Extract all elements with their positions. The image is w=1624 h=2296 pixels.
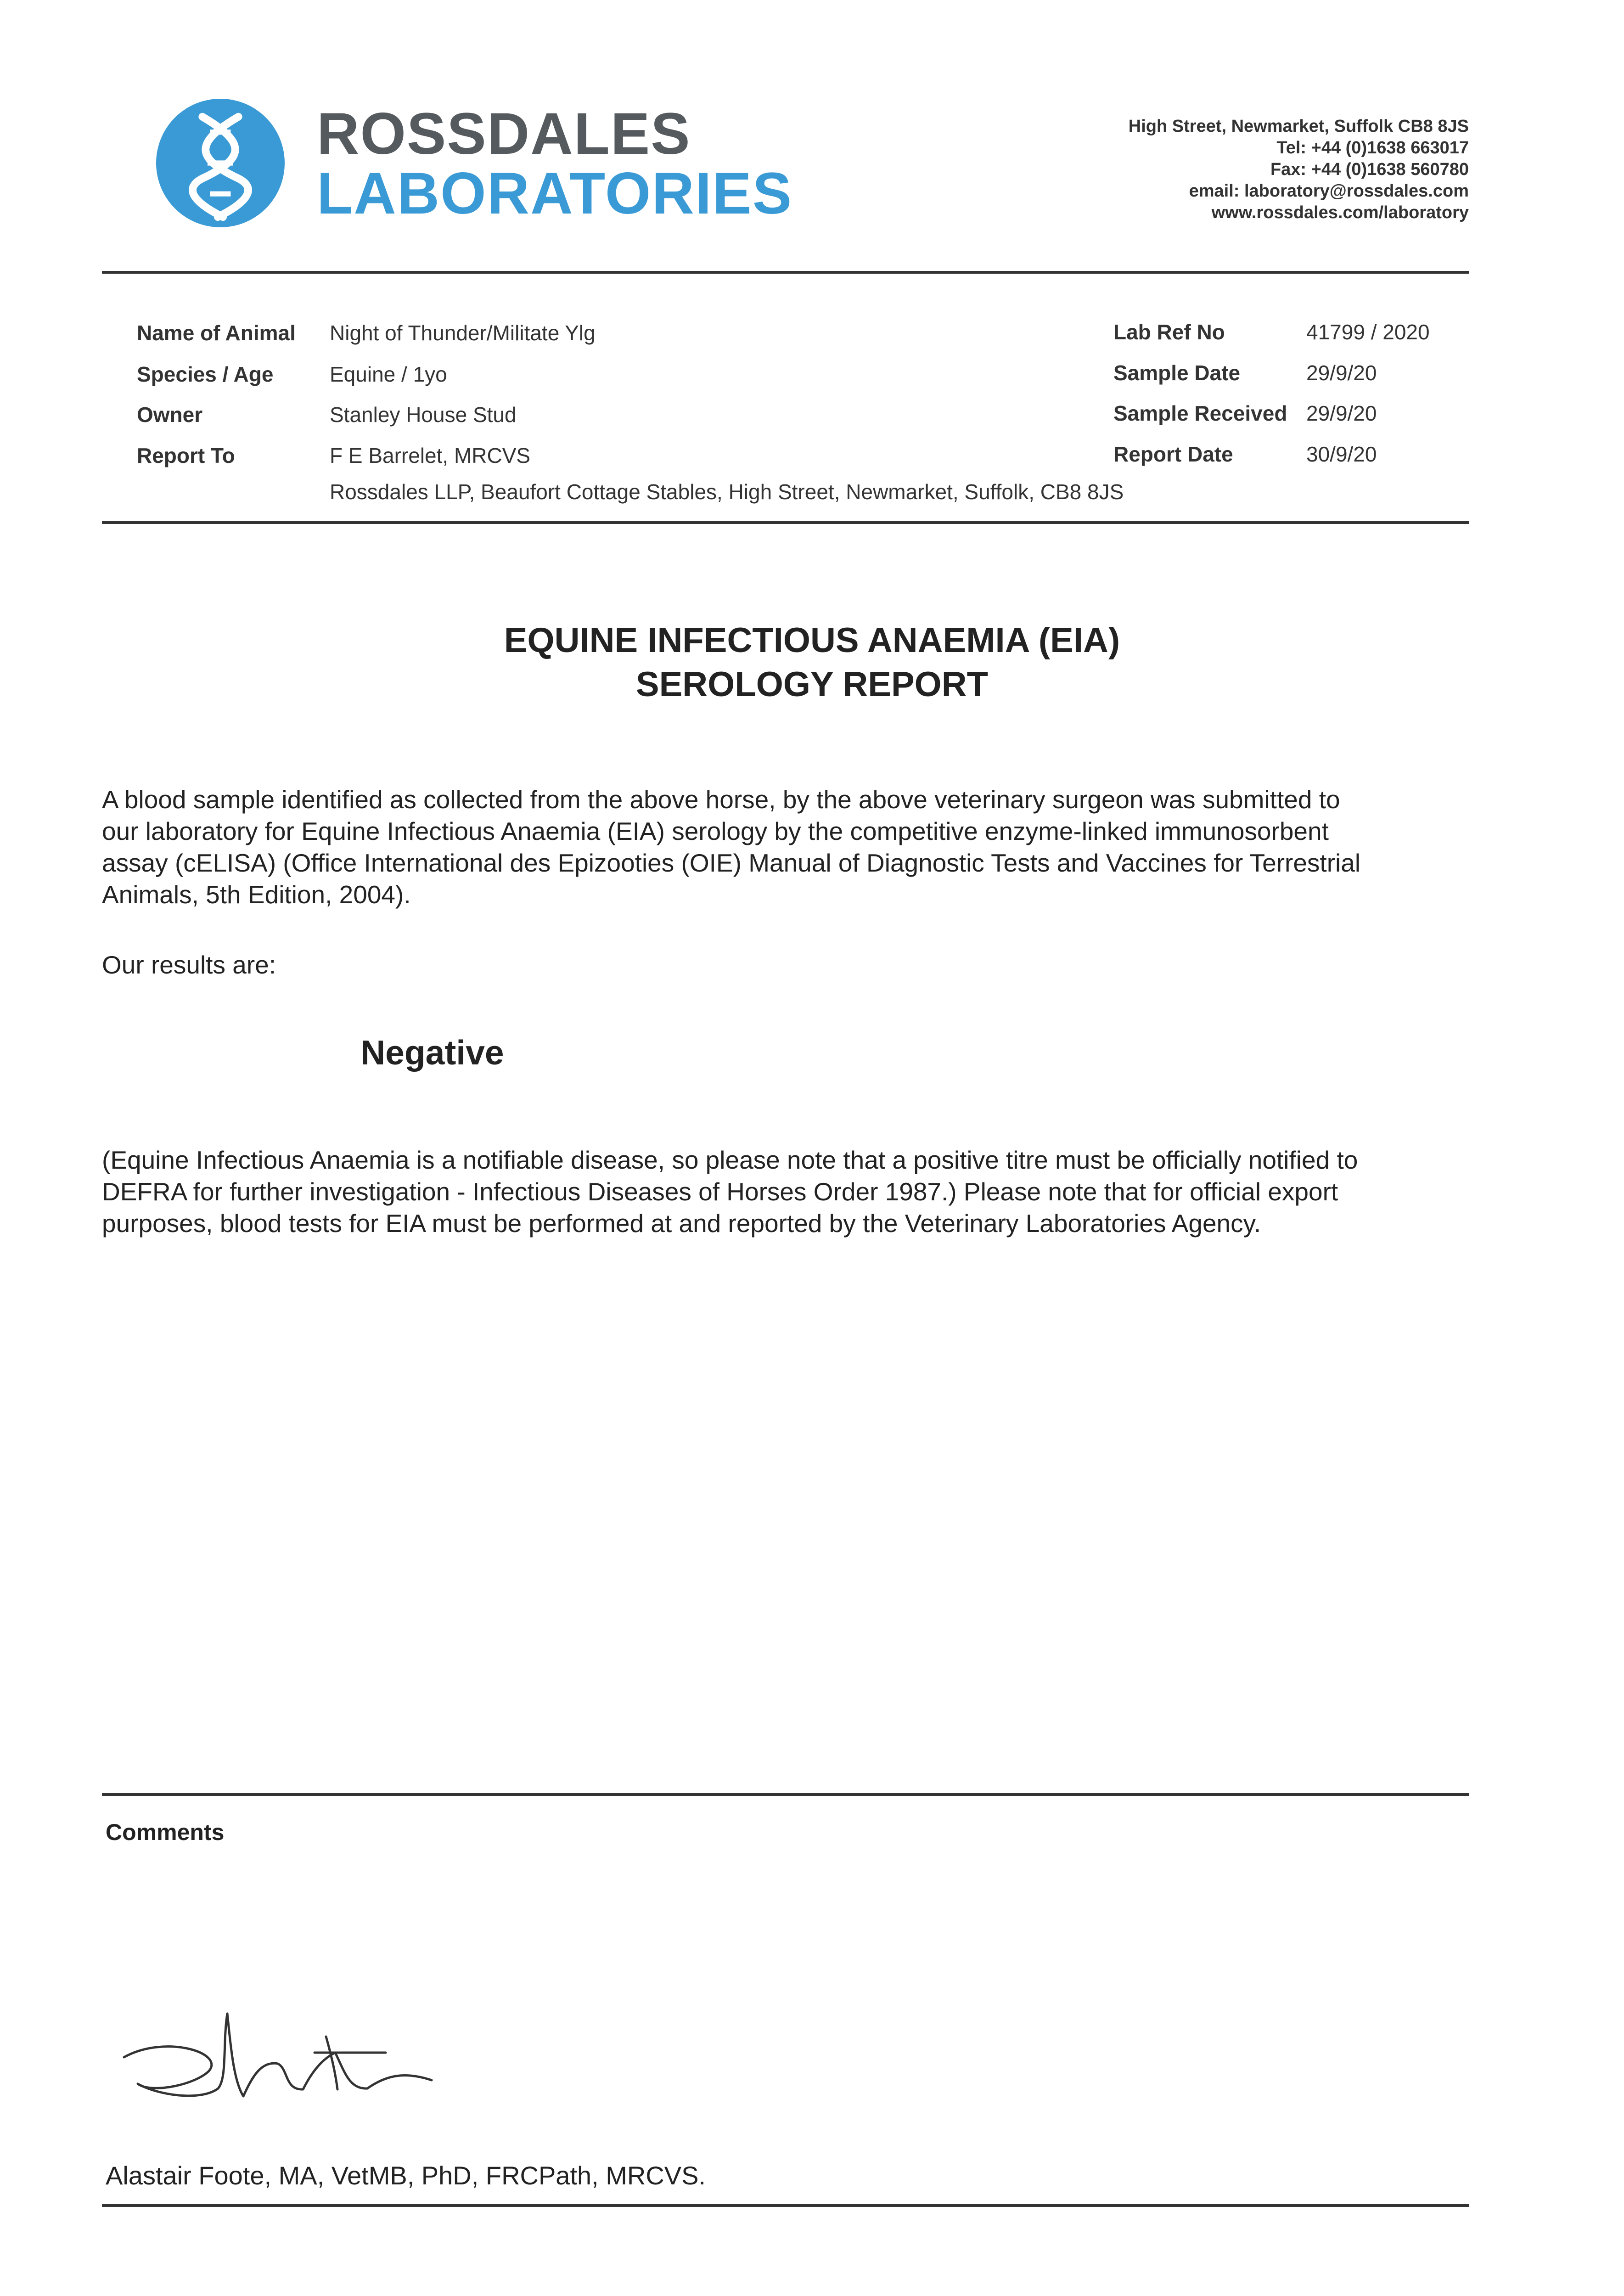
owner-value: Stanley House Stud: [330, 403, 517, 427]
dna-helix-logo-icon: [156, 99, 285, 227]
note-line: purposes, blood tests for EIA must be performed at and reported by the Veterinary Laboratories Agency.: [102, 1209, 1261, 1238]
owner-label: Owner: [137, 403, 203, 427]
notifiable-disease-note: [102, 1144, 1479, 1239]
address-line: High Street, Newmarket, Suffolk CB8 8JS: [1128, 117, 1469, 136]
intro-line: Animals, 5th Edition, 2004).: [102, 880, 411, 909]
report-title-line-2: SEROLOGY REPORT: [635, 665, 989, 704]
name-of-animal-value: Night of Thunder/Militate Ylg: [330, 321, 596, 345]
brand-name-rossdales: ROSSDALES: [317, 101, 691, 167]
header-divider: [102, 271, 1469, 274]
report-title: [0, 619, 1624, 707]
lab-ref-label: Lab Ref No: [1113, 320, 1225, 344]
report-to-label: Report To: [137, 444, 235, 467]
sample-received-label: Sample Received: [1113, 401, 1287, 425]
intro-line: assay (cELISA) (Office International des Epizooties (OIE) Manual of Diagnostic Tests and Vaccines for Terrestrial: [102, 849, 1361, 877]
fax-line: Fax: +44 (0)1638 560780: [1270, 160, 1469, 179]
brand-name-laboratories: LABORATORIES: [317, 161, 793, 226]
note-line: (Equine Infectious Anaemia is a notifiable disease, so please note that a positive titre must be officially notified to: [102, 1146, 1358, 1174]
comments-label: Comments: [106, 1819, 225, 1845]
report-date-value: 30/9/20: [1306, 442, 1377, 466]
sample-received-value: 29/9/20: [1306, 401, 1377, 425]
comments-divider: [102, 1793, 1469, 1796]
footer-divider: [102, 2204, 1469, 2207]
species-age-label: Species / Age: [137, 362, 274, 386]
species-age-value: Equine / 1yo: [330, 362, 447, 386]
website-line: www.rossdales.com/laboratory: [1211, 203, 1469, 222]
handwritten-signature-icon: [110, 2002, 478, 2140]
report-to-address: Rossdales LLP, Beaufort Cottage Stables, High Street, Newmarket, Suffolk, CB8 8JS: [330, 480, 1124, 504]
intro-line: A blood sample identified as collected from the above horse, by the above veterinary surgeon was submitted to: [102, 785, 1340, 814]
signatory-name: Alastair Foote, MA, VetMB, PhD, FRCPath, MRCVS.: [106, 2161, 706, 2190]
intro-paragraph: [102, 784, 1479, 911]
intro-line: our laboratory for Equine Infectious Anaemia (EIA) serology by the competitive enzyme-linked immunosorbent: [102, 817, 1329, 845]
result-value: Negative: [360, 1033, 504, 1072]
report-to-value: F E Barrelet, MRCVS: [330, 444, 531, 467]
report-title-line-1: EQUINE INFECTIOUS ANAEMIA (EIA): [504, 621, 1120, 660]
details-divider: [102, 521, 1469, 524]
lab-address-block: [1129, 116, 1469, 224]
name-of-animal-label: Name of Animal: [137, 321, 296, 345]
email-line: email: laboratory@rossdales.com: [1189, 181, 1469, 201]
note-line: DEFRA for further investigation - Infectious Diseases of Horses Order 1987.) Please note that for official export: [102, 1177, 1338, 1206]
sample-date-label: Sample Date: [1113, 361, 1241, 385]
phone-line: Tel: +44 (0)1638 663017: [1276, 138, 1469, 158]
sample-date-value: 29/9/20: [1306, 361, 1377, 385]
lab-ref-value: 41799 / 2020: [1306, 320, 1430, 344]
results-intro: Our results are:: [102, 951, 276, 979]
report-date-label: Report Date: [1113, 442, 1233, 466]
